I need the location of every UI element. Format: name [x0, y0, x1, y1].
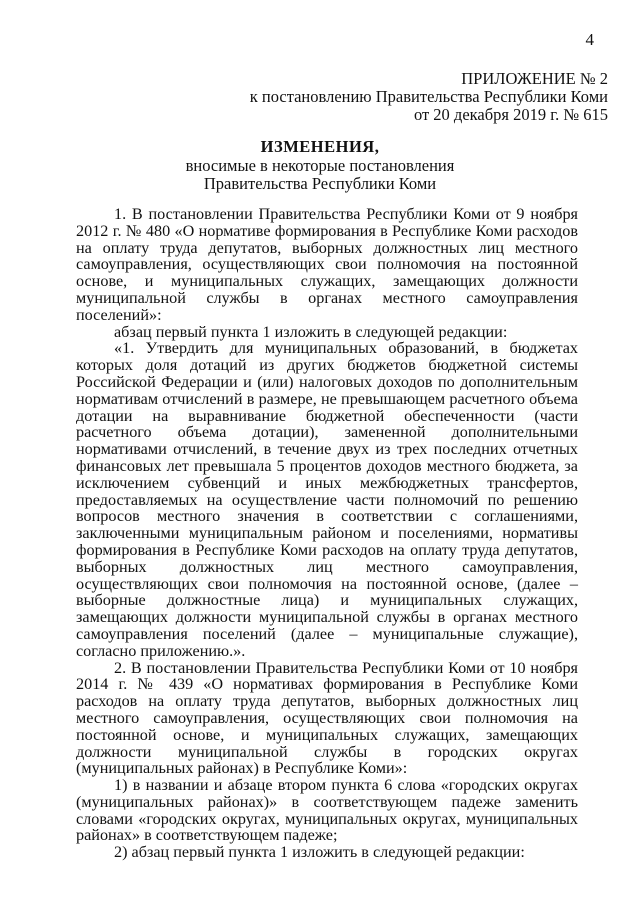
appendix-line-3: от 20 декабря 2019 г. № 615 — [413, 105, 608, 124]
paragraph-6: 2) абзац первый пункта 1 изложить в следующей редакции: — [114, 843, 525, 862]
document-title-block — [0, 138, 640, 194]
document-subtitle-1: вносимые в некоторые постановления — [185, 155, 455, 175]
paragraph-3: «1. Утвердить для муниципальных образований, в бюджетах которых доля дотаций из других бюджетов бюджетной системы Российской Федерации и (или) налоговых доходов по дополнительным нормативам отчислений в размере, не превышающем расчетного объема дотации на выравнивание бюджетной обеспеченности (части расчетного объема дотации), замененной дополнительными нормативами отчислений, в течение двух из трех последних отчетных финансовых лет превышала 5 процентов доходов местного бюджета, за исключением субвенций и иных межбюджетных трансфертов, предоставляемых на осуществление части полномочий по решению вопросов местного значения в соответствии с соглашениями, заключенными муниципальным районом и поселениями, нормативы формирования в Республике Коми расходов на оплату труда депутатов, выборных должностных лиц местного самоуправления, осуществляющих свои полномочия на постоянной основе, (далее – выборные должностные лица) и муниципальных служащих, замещающих должности муниципальной службы в органах местного самоуправления поселений (далее – муниципальные служащие), согласно приложению.». — [76, 339, 578, 660]
paragraph-2: абзац первый пункта 1 изложить в следующей редакции: — [114, 322, 508, 341]
paragraph-1: 1. В постановлении Правительства Республики Коми от 9 ноября 2012 г. № 480 «О нормативе формирования в Республике Коми расходов на оплату труда депутатов, выборных должностных лиц местного самоуправления, осуществляющих свои полномочия на постоянной основе, и муниципальных служащих, замещающих должности муниципальной службы в органах местного самоуправления поселений»: — [76, 205, 578, 324]
document-body — [76, 206, 578, 861]
page-number: 4 — [585, 30, 594, 49]
document-title: ИЗМЕНЕНИЯ, — [260, 137, 380, 156]
appendix-line-1: ПРИЛОЖЕНИЕ № 2 — [461, 69, 608, 88]
paragraph-5: 1) в названии и абзаце втором пункта 6 слова «городских округах (муниципальных районах)» в соответствующем падеже заменить словами «городских округах, муниципальных округах, муниципальных районах» в соответствующем падеже; — [76, 776, 578, 845]
appendix-header — [250, 70, 608, 124]
paragraph-4: 2. В постановлении Правительства Республики Коми от 10 ноября 2014 г. № 439 «О нормативах формирования в Республике Коми расходов на оплату труда депутатов, выборных должностных лиц местного самоуправления, осуществляющих свои полномочия на постоянной основе, и муниципальных служащих, замещающих должности муниципальной службы в городских округах (муниципальных районах) в Республике Коми»: — [76, 658, 578, 778]
document-subtitle-2: Правительства Республики Коми — [203, 174, 437, 193]
appendix-line-2: к постановлению Правительства Республики Коми — [249, 87, 608, 106]
